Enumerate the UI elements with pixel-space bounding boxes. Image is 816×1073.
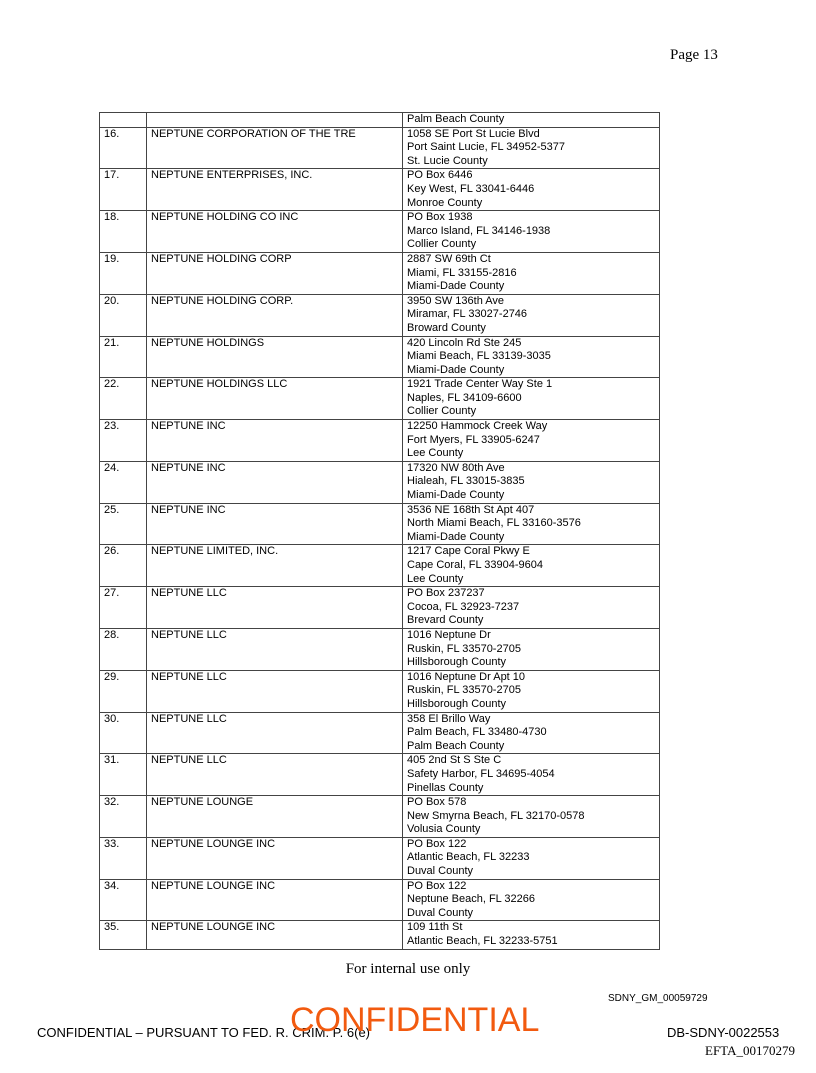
address-cell [403, 252, 660, 294]
address-line: Atlantic Beach, FL 32233 [407, 851, 530, 864]
address-cell [403, 545, 660, 587]
table-row [100, 587, 660, 629]
row-number: 33. [100, 837, 147, 879]
entity-name: NEPTUNE LIMITED, INC. [147, 545, 403, 587]
entity-name: NEPTUNE LLC [147, 754, 403, 796]
address-line: Lee County [407, 572, 464, 585]
address-line: 1921 Trade Center Way Ste 1 [407, 378, 553, 391]
address-cell [403, 670, 660, 712]
table-row [100, 879, 660, 921]
confidential-notice: CONFIDENTIAL – PURSUANT TO FED. R. CRIM. P. 6(e) [37, 1025, 371, 1040]
row-number: 28. [100, 628, 147, 670]
address-line: Safety Harbor, FL 34695-4054 [407, 767, 555, 780]
address-line: Palm Beach, FL 33480-4730 [407, 726, 547, 739]
entity-name: NEPTUNE HOLDINGS LLC [147, 378, 403, 420]
address-line: Duval County [407, 906, 474, 919]
entity-name: NEPTUNE HOLDING CO INC [147, 211, 403, 253]
row-number: 20. [100, 294, 147, 336]
bates-db: DB-SDNY-0022553 [667, 1025, 780, 1040]
address-line: 3536 NE 168th St Apt 407 [407, 503, 535, 516]
table-row [100, 169, 660, 211]
entity-name: NEPTUNE LOUNGE [147, 796, 403, 838]
address-cell [403, 837, 660, 879]
address-cell [403, 211, 660, 253]
address-line: Atlantic Beach, FL 32233-5751 [407, 935, 558, 948]
table-row [100, 420, 660, 462]
address-line: Collier County [407, 405, 477, 418]
address-line: Miami-Dade County [407, 280, 505, 293]
address-cell [403, 336, 660, 378]
efta-number: EFTA_00170279 [705, 1043, 795, 1058]
row-number: 22. [100, 378, 147, 420]
address-line: Monroe County [407, 196, 483, 209]
table-row [100, 211, 660, 253]
row-number: 26. [100, 545, 147, 587]
row-number: 18. [100, 211, 147, 253]
address-line: Marco Island, FL 34146-1938 [407, 224, 551, 237]
table-row [100, 336, 660, 378]
address-cell [403, 294, 660, 336]
row-number: 16. [100, 127, 147, 169]
bates-sdny: SDNY_GM_00059729 [608, 993, 708, 1004]
row-number: 34. [100, 879, 147, 921]
table-row [100, 754, 660, 796]
address-line: Brevard County [407, 614, 484, 627]
address-line: Naples, FL 34109-6600 [407, 391, 522, 404]
address-line: PO Box 122 [407, 879, 467, 892]
table-row [100, 837, 660, 879]
address-line: St. Lucie County [407, 154, 488, 167]
table-row [100, 503, 660, 545]
address-line: 2887 SW 69th Ct [407, 252, 491, 265]
entity-name: NEPTUNE LOUNGE INC [147, 921, 403, 949]
table-row [100, 113, 660, 128]
table-row [100, 545, 660, 587]
address-cell [403, 754, 660, 796]
address-cell [403, 879, 660, 921]
address-line: Hillsborough County [407, 697, 507, 710]
address-line: Duval County [407, 865, 474, 878]
row-number: 31. [100, 754, 147, 796]
table-row [100, 461, 660, 503]
table-row [100, 252, 660, 294]
table-row [100, 127, 660, 169]
address-line: 17320 NW 80th Ave [407, 461, 505, 474]
row-number: 25. [100, 503, 147, 545]
entity-name: NEPTUNE INC [147, 420, 403, 462]
entity-name: NEPTUNE INC [147, 503, 403, 545]
address-cell [403, 921, 660, 949]
address-line: Broward County [407, 321, 486, 334]
row-number: 17. [100, 169, 147, 211]
table-row [100, 712, 660, 754]
address-line: Hialeah, FL 33015-3835 [407, 475, 525, 488]
address-line: Volusia County [407, 823, 481, 836]
address-cell [403, 503, 660, 545]
address-line: Miami, FL 33155-2816 [407, 266, 517, 279]
address-line: 3950 SW 136th Ave [407, 294, 505, 307]
address-cell [403, 169, 660, 211]
address-line: 1217 Cape Coral Pkwy E [407, 545, 530, 558]
row-number: 23. [100, 420, 147, 462]
row-number: 32. [100, 796, 147, 838]
entity-name: NEPTUNE LOUNGE INC [147, 837, 403, 879]
address-cell [403, 628, 660, 670]
address-cell [403, 587, 660, 629]
row-number: 21. [100, 336, 147, 378]
address-cell [403, 378, 660, 420]
address-line: 1016 Neptune Dr Apt 10 [407, 670, 526, 683]
address-line: 12250 Hammock Creek Way [407, 420, 548, 433]
address-line: PO Box 237237 [407, 587, 485, 600]
entity-name: NEPTUNE INC [147, 461, 403, 503]
table-row [100, 294, 660, 336]
address-cell: Palm Beach County [403, 113, 660, 128]
address-line: 1016 Neptune Dr [407, 628, 491, 641]
address-line: Miami-Dade County [407, 363, 505, 376]
internal-use-note: For internal use only [345, 961, 471, 977]
address-line: Cocoa, FL 32923-7237 [407, 600, 520, 613]
entity-name: NEPTUNE LOUNGE INC [147, 879, 403, 921]
address-line: PO Box 6446 [407, 169, 473, 182]
address-line: 358 El Brillo Way [407, 712, 491, 725]
row-number: 24. [100, 461, 147, 503]
row-number: 30. [100, 712, 147, 754]
table-row [100, 796, 660, 838]
row-number: 27. [100, 587, 147, 629]
address-cell [403, 127, 660, 169]
row-number: 35. [100, 921, 147, 949]
address-line: North Miami Beach, FL 33160-3576 [407, 517, 581, 530]
address-cell [403, 796, 660, 838]
address-line: Miami-Dade County [407, 489, 505, 502]
address-line: Miami Beach, FL 33139-3035 [407, 350, 551, 363]
address-line: Ruskin, FL 33570-2705 [407, 684, 521, 697]
entity-name: NEPTUNE HOLDINGS [147, 336, 403, 378]
address-cell [403, 712, 660, 754]
table-row [100, 378, 660, 420]
address-line: 420 Lincoln Rd Ste 245 [407, 336, 522, 349]
address-line: Fort Myers, FL 33905-6247 [407, 433, 540, 446]
table-row [100, 670, 660, 712]
address-line: Cape Coral, FL 33904-9604 [407, 559, 543, 571]
address-line: Port Saint Lucie, FL 34952-5377 [407, 141, 565, 154]
address-line: PO Box 1938 [407, 211, 473, 224]
address-line: New Smyrna Beach, FL 32170-0578 [407, 809, 585, 822]
address-line: Collier County [407, 238, 477, 251]
entity-name: NEPTUNE LLC [147, 587, 403, 629]
entity-name: NEPTUNE LLC [147, 712, 403, 754]
table-row [100, 628, 660, 670]
address-line: 109 11th St [407, 921, 463, 934]
page-number: Page 13 [670, 47, 718, 63]
address-line: PO Box 122 [407, 837, 467, 850]
entity-table [99, 112, 660, 950]
entity-name: NEPTUNE CORPORATION OF THE TRE [147, 127, 403, 169]
address-line: Neptune Beach, FL 32266 [407, 893, 536, 906]
confidential-stamp: CONFIDENTIAL [290, 1001, 540, 1039]
table-row [100, 921, 660, 949]
address-line: Ruskin, FL 33570-2705 [407, 642, 521, 655]
address-line: 1058 SE Port St Lucie Blvd [407, 127, 540, 140]
address-line: PO Box 578 [407, 796, 467, 809]
entity-name: NEPTUNE HOLDING CORP [147, 252, 403, 294]
entity-name: NEPTUNE LLC [147, 670, 403, 712]
address-line: Pinellas County [407, 781, 484, 794]
address-line: Palm Beach County [407, 739, 505, 752]
address-line: Key West, FL 33041-6446 [407, 182, 535, 195]
address-line: Miami-Dade County [407, 530, 505, 543]
address-line: Miramar, FL 33027-2746 [407, 308, 528, 321]
address-cell [403, 420, 660, 462]
row-number: 29. [100, 670, 147, 712]
entity-name: NEPTUNE ENTERPRISES, INC. [147, 169, 403, 211]
address-line: Lee County [407, 447, 464, 460]
address-line: Hillsborough County [407, 656, 507, 669]
row-number: 19. [100, 252, 147, 294]
address-line: 405 2nd St S Ste C [407, 754, 502, 767]
entity-name: NEPTUNE HOLDING CORP. [147, 294, 403, 336]
address-cell [403, 461, 660, 503]
entity-name: NEPTUNE LLC [147, 628, 403, 670]
